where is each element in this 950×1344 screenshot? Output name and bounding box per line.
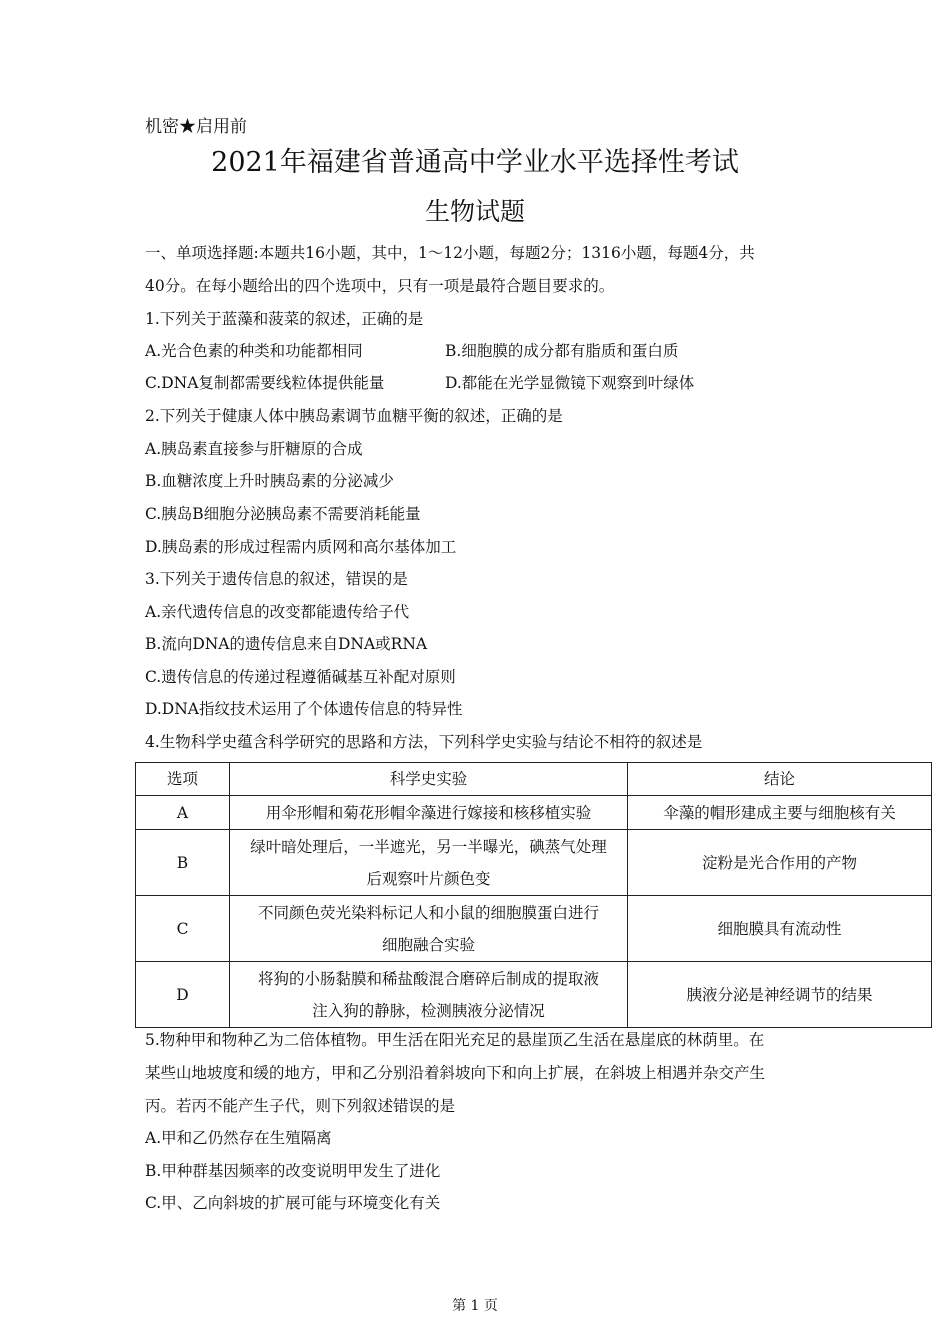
section-intro-line2: 40分。在每小题给出的四个选项中，只有一项是最符合题目要求的。 [145,277,615,295]
q3-option-c: C.遗传信息的传递过程遵循碱基互补配对原则 [145,668,456,686]
table-header-option: 选项 [136,763,230,796]
q1-option-a: A.光合色素的种类和功能都相同 [145,342,363,360]
q5-option-c: C.甲、乙向斜坡的扩展可能与环境变化有关 [145,1194,441,1212]
experiment-line: 不同颜色荧光染料标记人和小鼠的细胞膜蛋白进行 [257,903,599,922]
table-row [136,962,932,1028]
q5-stem-line3: 丙。若丙不能产生子代，则下列叙述错误的是 [145,1097,456,1115]
q4-stem: 4.生物科学史蕴含科学研究的思路和方法，下列科学史实验与结论不相符的叙述是 [145,733,703,751]
row-option: D [136,962,230,1028]
q1-stem: 1.下列关于蓝藻和菠菜的叙述，正确的是 [145,310,424,328]
row-conclusion: 伞藻的帽形建成主要与细胞核有关 [628,796,932,830]
experiment-line: 注入狗的静脉，检测胰液分泌情况 [312,1001,545,1020]
q2-stem: 2.下列关于健康人体中胰岛素调节血糖平衡的叙述，正确的是 [145,407,563,425]
q3-option-a: A.亲代遗传信息的改变都能遗传给子代 [145,603,410,621]
q1-option-c: C.DNA复制都需要线粒体提供能量 [145,374,385,392]
table-header-conclusion: 结论 [628,763,932,796]
confidential-mark: 机密★启用前 [145,117,247,137]
exam-title: 2021年福建省普通高中学业水平选择性考试 [211,147,739,178]
table-header-row [136,763,932,796]
q5-option-b: B.甲种群基因频率的改变说明甲发生了进化 [145,1162,441,1180]
section-intro-line1: 一、单项选择题:本题共16小题，其中，1～12小题，每题2分；1316小题，每题4分，共 [145,244,755,262]
experiment-line: 细胞融合实验 [381,935,475,954]
row-option: C [136,896,230,962]
table-header-experiment: 科学史实验 [230,763,628,796]
exam-subtitle: 生物试题 [424,197,525,226]
experiment-line: 后观察叶片颜色变 [366,869,491,888]
experiment-line: 用伞形帽和菊花形帽伞藻进行嫁接和核移植实验 [265,803,592,822]
q3-option-d: D.DNA指纹技术运用了个体遗传信息的特异性 [145,700,463,718]
row-experiment [230,796,628,830]
q3-option-b: B.流向DNA的遗传信息来自DNA或RNA [145,635,428,653]
q2-option-a: A.胰岛素直接参与肝糖原的合成 [145,440,363,458]
table-row [136,830,932,896]
row-experiment [230,896,628,962]
table-row [136,896,932,962]
row-option: A [136,796,230,830]
page-number: 第 1 页 [452,1298,498,1314]
q1-option-d: D.都能在光学显微镜下观察到叶绿体 [445,374,695,392]
row-experiment [230,830,628,896]
row-option: B [136,830,230,896]
q5-stem-line2: 某些山地坡度和缓的地方，甲和乙分别沿着斜坡向下和向上扩展，在斜坡上相遇并杂交产生 [145,1064,766,1082]
q2-option-c: C.胰岛B细胞分泌胰岛素不需要消耗能量 [145,505,421,523]
q5-stem-line1: 5.物种甲和物种乙为二倍体植物。甲生活在阳光充足的悬崖顶乙生活在悬崖底的林荫里。在 [145,1031,765,1049]
table-row [136,796,932,830]
experiment-line: 绿叶暗处理后，一半遮光，另一半曝光，碘蒸气处理 [250,837,607,856]
q2-option-d: D.胰岛素的形成过程需内质网和高尔基体加工 [145,538,457,556]
q5-option-a: A.甲和乙仍然存在生殖隔离 [145,1129,332,1147]
row-conclusion: 胰液分泌是神经调节的结果 [628,962,932,1028]
q4-table [135,762,932,1028]
row-experiment [230,962,628,1028]
row-conclusion: 细胞膜具有流动性 [628,896,932,962]
q3-stem: 3.下列关于遗传信息的叙述，错误的是 [145,570,408,588]
row-conclusion: 淀粉是光合作用的产物 [628,830,932,896]
experiment-line: 将狗的小肠黏膜和稀盐酸混合磨碎后制成的提取液 [257,969,599,988]
q2-option-b: B.血糖浓度上升时胰岛素的分泌减少 [145,472,394,490]
q1-option-b: B.细胞膜的成分都有脂质和蛋白质 [445,342,679,360]
